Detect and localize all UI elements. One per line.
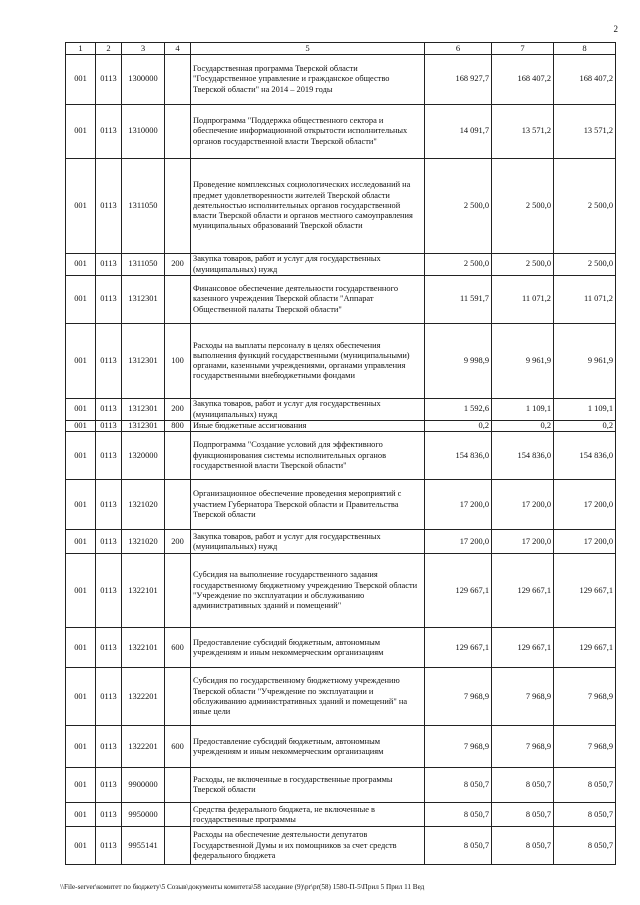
target-article-code: 9955141 bbox=[122, 827, 165, 865]
table-row bbox=[66, 324, 616, 399]
expense-type-code bbox=[165, 105, 191, 159]
amount-col7: 7 968,9 bbox=[492, 726, 554, 768]
header-cell: 2 bbox=[96, 43, 122, 55]
expense-name: Закупка товаров, работ и услуг для государственных (муниципальных) нужд bbox=[191, 530, 425, 554]
expense-type-code: 800 bbox=[165, 421, 191, 432]
expense-name: Иные бюджетные ассигнования bbox=[191, 421, 425, 432]
amount-col6: 17 200,0 bbox=[425, 480, 492, 530]
table-row bbox=[66, 432, 616, 480]
section-code: 0113 bbox=[96, 827, 122, 865]
expense-type-code bbox=[165, 432, 191, 480]
expense-name: Проведение комплексных социологических исследований на предмет удовлетворенности жителей Тверской области деятельностью исполнительных органов государственной власти Тверской области и органов местного самоуправления муниципальных образований Тверской области bbox=[191, 159, 425, 254]
target-article-code: 1310000 bbox=[122, 105, 165, 159]
expense-name: Закупка товаров, работ и услуг для государственных (муниципальных) нужд bbox=[191, 254, 425, 276]
ministry-code: 001 bbox=[66, 480, 96, 530]
amount-col7: 2 500,0 bbox=[492, 254, 554, 276]
amount-col8: 8 050,7 bbox=[554, 768, 616, 803]
amount-col6: 154 836,0 bbox=[425, 432, 492, 480]
target-article-code: 1312301 bbox=[122, 421, 165, 432]
table-row bbox=[66, 55, 616, 105]
header-cell: 1 bbox=[66, 43, 96, 55]
expense-name: Финансовое обеспечение деятельности государственного казенного учреждения Тверской области "Аппарат Общественной палаты Тверской области" bbox=[191, 276, 425, 324]
expense-name: Подпрограмма "Создание условий для эффективного функционирования системы исполнительных органов государственной власти Тверской области" bbox=[191, 432, 425, 480]
ministry-code: 001 bbox=[66, 668, 96, 726]
amount-col7: 17 200,0 bbox=[492, 530, 554, 554]
amount-col8: 8 050,7 bbox=[554, 827, 616, 865]
table-row bbox=[66, 276, 616, 324]
target-article-code: 9900000 bbox=[122, 768, 165, 803]
table-row bbox=[66, 421, 616, 432]
ministry-code: 001 bbox=[66, 768, 96, 803]
ministry-code: 001 bbox=[66, 159, 96, 254]
section-code: 0113 bbox=[96, 628, 122, 668]
amount-col6: 8 050,7 bbox=[425, 803, 492, 827]
expense-type-code bbox=[165, 159, 191, 254]
header-cell: 7 bbox=[492, 43, 554, 55]
amount-col8: 1 109,1 bbox=[554, 399, 616, 421]
table-row bbox=[66, 668, 616, 726]
section-code: 0113 bbox=[96, 480, 122, 530]
section-code: 0113 bbox=[96, 554, 122, 628]
budget-table bbox=[65, 42, 616, 865]
amount-col8: 129 667,1 bbox=[554, 554, 616, 628]
ministry-code: 001 bbox=[66, 432, 96, 480]
section-code: 0113 bbox=[96, 432, 122, 480]
amount-col6: 17 200,0 bbox=[425, 530, 492, 554]
amount-col8: 7 968,9 bbox=[554, 668, 616, 726]
amount-col6: 7 968,9 bbox=[425, 726, 492, 768]
expense-name: Закупка товаров, работ и услуг для государственных (муниципальных) нужд bbox=[191, 399, 425, 421]
table-row bbox=[66, 768, 616, 803]
expense-type-code bbox=[165, 668, 191, 726]
expense-name: Субсидия по государственному бюджетному учреждению Тверской области "Учреждение по эксплуатации и обслуживанию административных зданий и помещений" на иные цели bbox=[191, 668, 425, 726]
expense-type-code bbox=[165, 803, 191, 827]
section-code: 0113 bbox=[96, 803, 122, 827]
table-row bbox=[66, 254, 616, 276]
target-article-code: 9950000 bbox=[122, 803, 165, 827]
amount-col7: 7 968,9 bbox=[492, 668, 554, 726]
section-code: 0113 bbox=[96, 530, 122, 554]
ministry-code: 001 bbox=[66, 399, 96, 421]
amount-col7: 8 050,7 bbox=[492, 827, 554, 865]
expense-name: Расходы на обеспечение деятельности депутатов Государственной Думы и их помощников за счет средств федерального бюджета bbox=[191, 827, 425, 865]
expense-type-code: 100 bbox=[165, 324, 191, 399]
ministry-code: 001 bbox=[66, 628, 96, 668]
ministry-code: 001 bbox=[66, 554, 96, 628]
ministry-code: 001 bbox=[66, 530, 96, 554]
expense-name: Государственная программа Тверской области "Государственное управление и гражданское общество Тверской области" на 2014 – 2019 годы bbox=[191, 55, 425, 105]
target-article-code: 1322101 bbox=[122, 628, 165, 668]
ministry-code: 001 bbox=[66, 827, 96, 865]
target-article-code: 1312301 bbox=[122, 324, 165, 399]
amount-col6: 2 500,0 bbox=[425, 159, 492, 254]
amount-col7: 154 836,0 bbox=[492, 432, 554, 480]
amount-col6: 9 998,9 bbox=[425, 324, 492, 399]
expense-type-code bbox=[165, 768, 191, 803]
table-row bbox=[66, 530, 616, 554]
ministry-code: 001 bbox=[66, 421, 96, 432]
amount-col7: 0,2 bbox=[492, 421, 554, 432]
amount-col6: 7 968,9 bbox=[425, 668, 492, 726]
amount-col8: 17 200,0 bbox=[554, 530, 616, 554]
amount-col7: 9 961,9 bbox=[492, 324, 554, 399]
expense-name: Субсидия на выполнение государственного задания государственному бюджетному учреждению Тверской области "Учреждение по эксплуатации и обслуживанию административных зданий и помещений" bbox=[191, 554, 425, 628]
table-row bbox=[66, 105, 616, 159]
ministry-code: 001 bbox=[66, 726, 96, 768]
expense-name: Организационное обеспечение проведения мероприятий с участием Губернатора Тверской области и Правительства Тверской области bbox=[191, 480, 425, 530]
target-article-code: 1321020 bbox=[122, 530, 165, 554]
target-article-code: 1311050 bbox=[122, 159, 165, 254]
table-row bbox=[66, 726, 616, 768]
target-article-code: 1300000 bbox=[122, 55, 165, 105]
expense-type-code: 600 bbox=[165, 628, 191, 668]
expense-type-code: 200 bbox=[165, 399, 191, 421]
table-row bbox=[66, 480, 616, 530]
section-code: 0113 bbox=[96, 55, 122, 105]
target-article-code: 1312301 bbox=[122, 276, 165, 324]
section-code: 0113 bbox=[96, 668, 122, 726]
amount-col8: 9 961,9 bbox=[554, 324, 616, 399]
expense-type-code: 600 bbox=[165, 726, 191, 768]
section-code: 0113 bbox=[96, 768, 122, 803]
expense-type-code: 200 bbox=[165, 254, 191, 276]
target-article-code: 1312301 bbox=[122, 399, 165, 421]
expense-type-code bbox=[165, 55, 191, 105]
section-code: 0113 bbox=[96, 105, 122, 159]
amount-col7: 129 667,1 bbox=[492, 554, 554, 628]
section-code: 0113 bbox=[96, 726, 122, 768]
table-row bbox=[66, 159, 616, 254]
section-code: 0113 bbox=[96, 324, 122, 399]
amount-col6: 129 667,1 bbox=[425, 554, 492, 628]
amount-col8: 7 968,9 bbox=[554, 726, 616, 768]
expense-type-code bbox=[165, 554, 191, 628]
ministry-code: 001 bbox=[66, 276, 96, 324]
section-code: 0113 bbox=[96, 399, 122, 421]
amount-col8: 2 500,0 bbox=[554, 159, 616, 254]
amount-col7: 17 200,0 bbox=[492, 480, 554, 530]
amount-col6: 0,2 bbox=[425, 421, 492, 432]
expense-name: Подпрограмма "Поддержка общественного сектора и обеспечение информационной открытости исполнительных органов государственной власти Тверской области" bbox=[191, 105, 425, 159]
ministry-code: 001 bbox=[66, 55, 96, 105]
table-row bbox=[66, 399, 616, 421]
amount-col6: 129 667,1 bbox=[425, 628, 492, 668]
table-row bbox=[66, 827, 616, 865]
expense-type-code bbox=[165, 276, 191, 324]
amount-col7: 8 050,7 bbox=[492, 803, 554, 827]
expense-name: Средства федерального бюджета, не включенные в государственные программы bbox=[191, 803, 425, 827]
expense-type-code bbox=[165, 480, 191, 530]
amount-col7: 1 109,1 bbox=[492, 399, 554, 421]
ministry-code: 001 bbox=[66, 803, 96, 827]
ministry-code: 001 bbox=[66, 254, 96, 276]
amount-col8: 0,2 bbox=[554, 421, 616, 432]
amount-col8: 129 667,1 bbox=[554, 628, 616, 668]
amount-col8: 2 500,0 bbox=[554, 254, 616, 276]
table-row bbox=[66, 628, 616, 668]
target-article-code: 1322201 bbox=[122, 668, 165, 726]
amount-col6: 1 592,6 bbox=[425, 399, 492, 421]
amount-col6: 8 050,7 bbox=[425, 768, 492, 803]
amount-col6: 11 591,7 bbox=[425, 276, 492, 324]
section-code: 0113 bbox=[96, 276, 122, 324]
expense-name: Предоставление субсидий бюджетным, автономным учреждениям и иным некоммерческим организациям bbox=[191, 628, 425, 668]
page-number: 2 bbox=[613, 24, 618, 34]
expense-name: Предоставление субсидий бюджетным, автономным учреждениям и иным некоммерческим организациям bbox=[191, 726, 425, 768]
amount-col6: 14 091,7 bbox=[425, 105, 492, 159]
ministry-code: 001 bbox=[66, 105, 96, 159]
expense-type-code bbox=[165, 827, 191, 865]
header-cell: 5 bbox=[191, 43, 425, 55]
expense-name: Расходы, не включенные в государственные программы Тверской области bbox=[191, 768, 425, 803]
table-header-row bbox=[66, 43, 616, 55]
amount-col6: 2 500,0 bbox=[425, 254, 492, 276]
ministry-code: 001 bbox=[66, 324, 96, 399]
amount-col8: 168 407,2 bbox=[554, 55, 616, 105]
amount-col6: 168 927,7 bbox=[425, 55, 492, 105]
section-code: 0113 bbox=[96, 421, 122, 432]
section-code: 0113 bbox=[96, 254, 122, 276]
target-article-code: 1320000 bbox=[122, 432, 165, 480]
expense-type-code: 200 bbox=[165, 530, 191, 554]
header-cell: 6 bbox=[425, 43, 492, 55]
target-article-code: 1322201 bbox=[122, 726, 165, 768]
amount-col8: 154 836,0 bbox=[554, 432, 616, 480]
amount-col8: 11 071,2 bbox=[554, 276, 616, 324]
header-cell: 8 bbox=[554, 43, 616, 55]
amount-col8: 13 571,2 bbox=[554, 105, 616, 159]
header-cell: 4 bbox=[165, 43, 191, 55]
amount-col8: 8 050,7 bbox=[554, 803, 616, 827]
target-article-code: 1311050 bbox=[122, 254, 165, 276]
amount-col7: 168 407,2 bbox=[492, 55, 554, 105]
target-article-code: 1321020 bbox=[122, 480, 165, 530]
target-article-code: 1322101 bbox=[122, 554, 165, 628]
amount-col7: 8 050,7 bbox=[492, 768, 554, 803]
amount-col7: 13 571,2 bbox=[492, 105, 554, 159]
table-row bbox=[66, 803, 616, 827]
amount-col7: 129 667,1 bbox=[492, 628, 554, 668]
amount-col7: 2 500,0 bbox=[492, 159, 554, 254]
file-path-footer: \\File-server\комитет по бюджету\5 Созыв\документы комитета\58 заседание (9)\pr\pr(58) 1580-П-5\Прил 5 Прил 11 Вед bbox=[60, 883, 425, 891]
header-cell: 3 bbox=[122, 43, 165, 55]
amount-col7: 11 071,2 bbox=[492, 276, 554, 324]
amount-col6: 8 050,7 bbox=[425, 827, 492, 865]
table-row bbox=[66, 554, 616, 628]
amount-col8: 17 200,0 bbox=[554, 480, 616, 530]
expense-name: Расходы на выплаты персоналу в целях обеспечения выполнения функций государственными (муниципальными) органами, казенными учреждениями, органами управления государственными внебюджетными фондами bbox=[191, 324, 425, 399]
section-code: 0113 bbox=[96, 159, 122, 254]
